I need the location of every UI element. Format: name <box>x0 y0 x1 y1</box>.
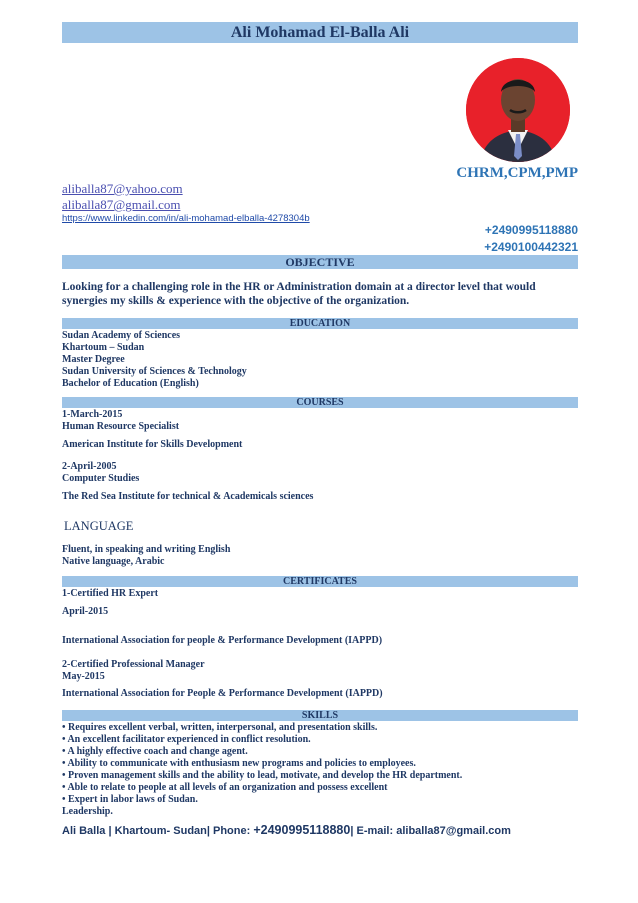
email-yahoo-link[interactable]: aliballa87@yahoo.com <box>62 181 183 196</box>
skills-list <box>62 722 462 818</box>
candidate-name: Ali Mohamad El-Balla Ali <box>230 24 410 41</box>
language-line-1: Fluent, in speaking and writing English <box>62 544 231 555</box>
skill-item: Leadership. <box>62 806 113 817</box>
certificate-1-date: April-2015 <box>62 606 109 617</box>
education-line: Bachelor of Education (English) <box>62 378 199 389</box>
footer-email: | E-mail: aliballa87@gmail.com <box>350 825 511 837</box>
phone-secondary: +2490100442321 <box>484 240 578 254</box>
objective-text: Looking for a challenging role in the HR or Administration domain at a director level that would synergies my skills & experience with the objective of the organization. <box>62 281 536 307</box>
skill-item: • Expert in labor laws of Sudan. <box>62 794 198 805</box>
portrait-icon <box>466 58 570 162</box>
course-2-institute: The Red Sea Institute for technical & Academicals sciences <box>62 491 314 502</box>
objective-heading <box>62 255 578 269</box>
email-gmail-link[interactable]: aliballa87@gmail.com <box>62 197 181 212</box>
course-1-institute: American Institute for Skills Development <box>62 439 243 450</box>
credentials: CHRM,CPM,PMP <box>456 165 578 181</box>
course-2-date: 2-April-2005 <box>62 461 117 472</box>
education-line: Khartoum – Sudan <box>62 342 145 353</box>
certificate-2-title: 2-Certified Professional Manager <box>62 659 205 670</box>
education-line: Master Degree <box>62 354 125 365</box>
footer-text: Ali Balla | Khartoum- Sudan| Phone: <box>62 825 254 837</box>
skills-heading <box>62 710 578 721</box>
skill-item: • An excellent facilitator experienced in conflict resolution. <box>62 734 311 745</box>
education-list <box>62 330 247 390</box>
skill-item: • Ability to communicate with enthusiasm new programs and policies to employees. <box>62 758 416 769</box>
objective-heading-text: OBJECTIVE <box>285 255 355 269</box>
skills-heading-text: SKILLS <box>301 710 339 721</box>
education-line: Sudan University of Sciences & Technology <box>62 366 247 377</box>
profile-photo <box>466 58 570 162</box>
certificates-heading-text: CERTIFICATES <box>283 576 357 587</box>
courses-heading <box>62 397 578 408</box>
language-heading: LANGUAGE <box>64 519 134 533</box>
certificate-1-title: 1-Certified HR Expert <box>62 588 159 599</box>
course-1-title: Human Resource Specialist <box>62 421 180 432</box>
language-line-2: Native language, Arabic <box>62 556 165 567</box>
linkedin-link[interactable]: https://www.linkedin.com/in/ali-mohamad-elballa-4278304b <box>62 213 310 224</box>
certificates-heading <box>62 576 578 587</box>
skill-item: • Able to relate to people at all levels of an organization and possess excellent <box>62 782 388 793</box>
skill-item: • Proven management skills and the ability to lead, motivate, and develop the HR department. <box>62 770 463 781</box>
name-bar <box>62 22 578 43</box>
education-line: Sudan Academy of Sciences <box>62 330 181 341</box>
education-heading <box>62 318 578 329</box>
education-heading-text: EDUCATION <box>289 318 351 329</box>
phone-primary: +2490995118880 <box>484 223 578 237</box>
courses-heading-text: COURSES <box>296 397 344 408</box>
footer <box>62 823 511 837</box>
course-1-date: 1-March-2015 <box>62 409 123 420</box>
course-2-title: Computer Studies <box>62 473 140 484</box>
skill-item: • Requires excellent verbal, written, interpersonal, and presentation skills. <box>62 722 378 733</box>
skill-item: • A highly effective coach and change agent. <box>62 746 248 757</box>
footer-phone: +2490995118880 <box>253 823 351 837</box>
certificate-2-institute: International Association for People & Performance Development (IAPPD) <box>62 688 383 699</box>
certificate-1-institute: International Association for people & Performance Development (IAPPD) <box>62 635 383 646</box>
certificate-2-date: May-2015 <box>62 671 105 682</box>
